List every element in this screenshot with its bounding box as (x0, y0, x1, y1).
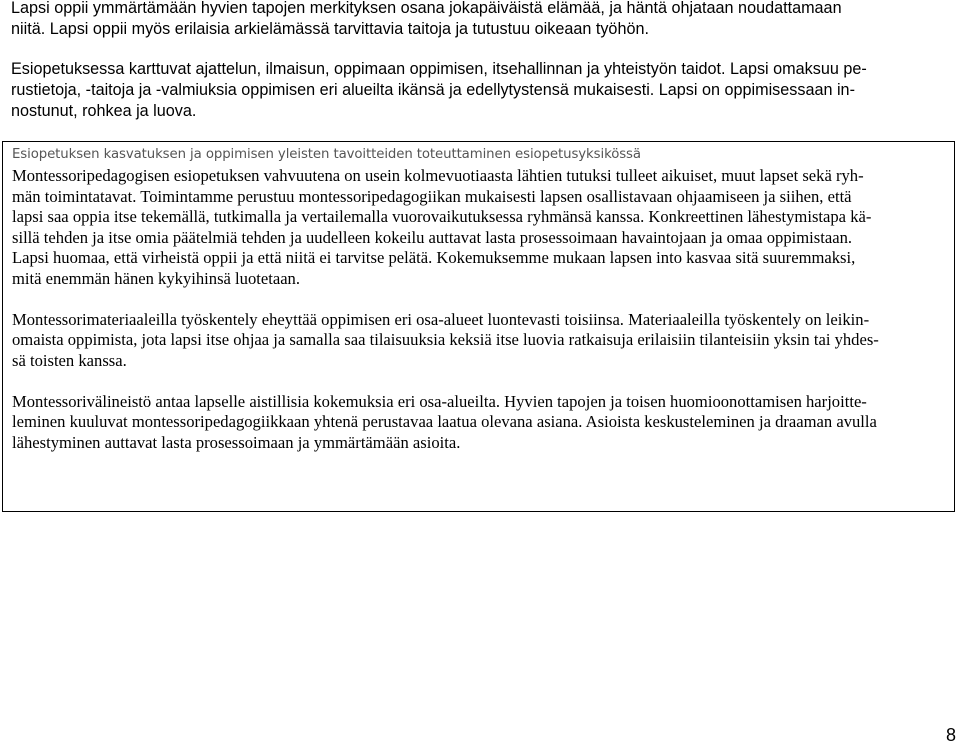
skills-paragraph (11, 59, 956, 122)
box-paragraph-1 (12, 166, 950, 289)
implementation-box (2, 141, 955, 512)
text-line: Lapsi oppii ymmärtämään hyvien tapojen merkityksen osana jokapäiväistä elämää, ja häntä ohjataan noudattamaan (11, 0, 842, 17)
text-line: sillä tehden ja itse omia päätelmiä tehden ja uudelleen kokeilu auttavat lasta prosessoimaan havaintojaan ja omaa oppimistaan. (12, 227, 853, 247)
text-line: Montessorimateriaaleilla työskentely eheyttää oppimisen eri osa-alueet luontevasti toisiinsa. Materiaaleilla työskentely on leikin- (12, 309, 870, 329)
text-line: niitä. Lapsi oppii myös erilaisia arkielämässä tarvittavia taitoja ja tutustuu oikeaan työhön. (11, 20, 649, 38)
text-line: Montessoripedagogisen esiopetuksen vahvuutena on usein kolmevuotiaasta lähtien tutuksi tulleet aikuiset, muut lapset sekä ryh- (12, 166, 864, 185)
text-line: omaista oppimista, jota lapsi itse ohjaa ja samalla saa tilaisuuksia keksiä itse luovia ratkaisuja erilaisiin tilanteisiin yksin tai yhdes- (12, 330, 879, 349)
text-line: mitä enemmän hänen kykyihinsä luotetaan. (12, 268, 301, 288)
box-paragraph-2 (12, 310, 950, 372)
text-line: lapsi saa oppia itse tekemällä, tutkimalla ja vertailemalla vuorovaikutuksessa ryhmänsä kanssa. Konkreettinen lähestymistapa kä- (12, 207, 872, 226)
text-line: lähestyminen auttavat lasta prosessoimaan ja ymmärtämään asioita. (12, 432, 461, 452)
text-line: Montessorivälineistö antaa lapselle aistillisia kokemuksia eri osa-alueilta. Hyvien tapojen ja toisen huomioonottamisen harjoitte- (12, 391, 867, 411)
text-line: nostunut, rohkea ja luova. (11, 102, 197, 120)
text-line: leminen kuuluvat montessoripedagogiikkaan yhtenä perustavaa laatua olevana asiana. Asioista keskusteleminen ja draaman avulla (12, 412, 877, 431)
text-line: Esiopetuksessa karttuvat ajattelun, ilmaisun, oppimaan oppimisen, itsehallinnan ja yhteistyön taidot. Lapsi omaksuu pe- (11, 60, 867, 78)
box-body (12, 166, 950, 474)
page-number: 8 (945, 725, 956, 745)
box-heading: Esiopetuksen kasvatuksen ja oppimisen yleisten tavoitteiden toteuttaminen esiopetusyksikössä (12, 147, 641, 162)
text-line: Lapsi huomaa, että virheistä oppii ja että niitä ei tarvitse pelätä. Kokemuksemme mukaan lapsen into kasvaa sitä suuremmaksi, (12, 248, 856, 267)
text-line: sä toisten kanssa. (12, 350, 127, 370)
text-line: rustietoja, -taitoja ja -valmiuksia oppimisen eri alueilta ikänsä ja edellytystensä mukaisesti. Lapsi on oppimisessaan in- (11, 81, 855, 99)
text-line: män toimintatavat. Toimintamme perustuu montessoripedagogiikan mukaisesti lapsen osallistavaan ohjaamiseen ja siihen, että (12, 186, 852, 206)
box-paragraph-3 (12, 392, 950, 454)
intro-paragraph (11, 0, 956, 40)
